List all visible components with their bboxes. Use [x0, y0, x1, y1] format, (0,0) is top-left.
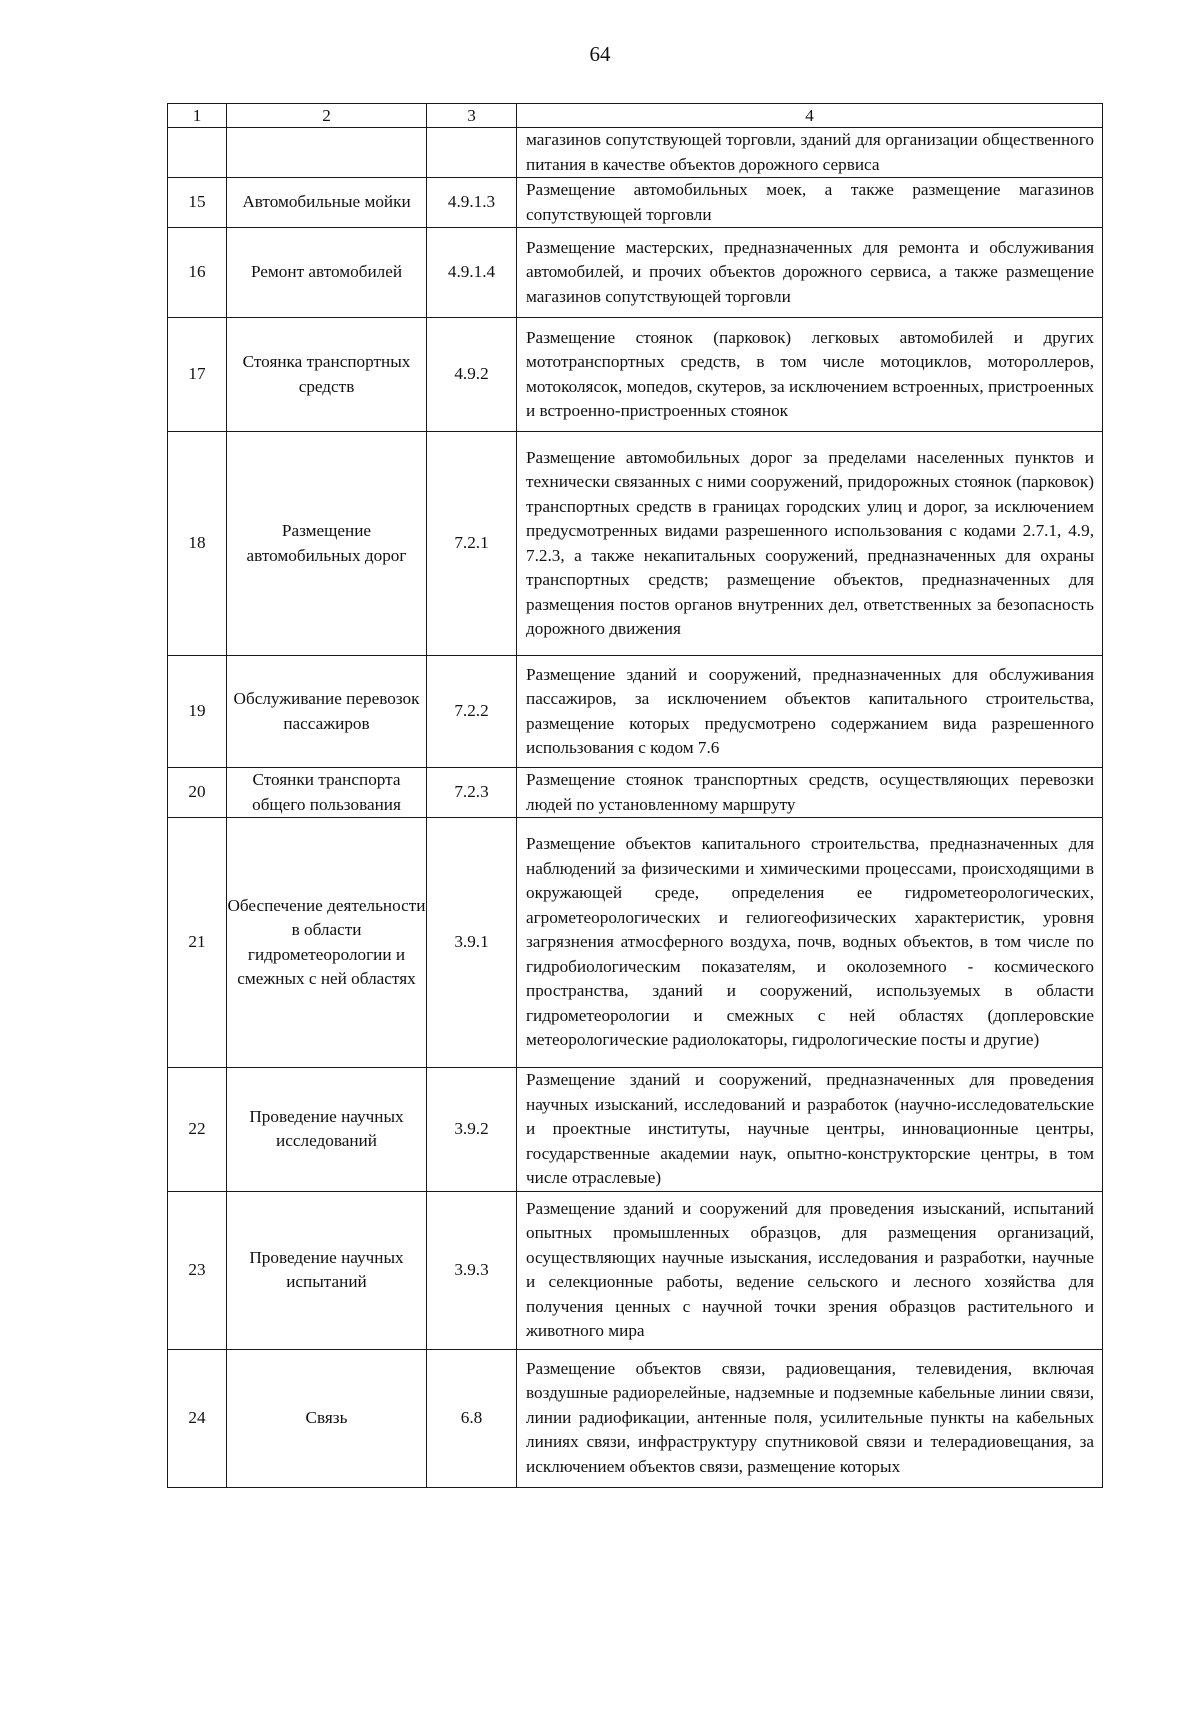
row-description: Размещение объектов связи, радиовещания, телевидения, включая воздушные радиорелейные, надземные и подземные кабельные линии связи, линии радиофикации, антенные поля, усилительные пункты на кабельных линиях связи, инфраструктуру спутниковой связи и телерадиовещания, за исключением объектов связи, размещение которых — [517, 1349, 1103, 1487]
row-number: 19 — [168, 656, 227, 768]
header-col-3: 3 — [427, 104, 517, 128]
row-number: 21 — [168, 818, 227, 1068]
row-number: 20 — [168, 768, 227, 818]
row-description: Размещение стоянок транспортных средств, осуществляющих перевозки людей по установленному маршруту — [517, 768, 1103, 818]
row-code — [427, 128, 517, 178]
row-name: Связь — [227, 1349, 427, 1487]
row-number: 23 — [168, 1191, 227, 1349]
table-row — [168, 1068, 1103, 1192]
row-name: Проведение научных исследований — [227, 1068, 427, 1192]
table-body — [168, 128, 1103, 1488]
table-row — [168, 818, 1103, 1068]
row-description: Размещение объектов капитального строительства, предназначенных для наблюдений за физическими и химическими процессами, происходящими в окружающей среде, определения ее гидрометеорологических, агрометеорологических и гелиогеофизических характеристик, уровня загрязнения атмосферного воздуха, почв, водных объектов, в том числе по гидробиологическим показателям, и околоземного - космического пространства, зданий и сооружений, используемых в области гидрометеорологии и смежных с ней областях (доплеровские метеорологические радиолокаторы, гидрологические посты и другие) — [517, 818, 1103, 1068]
row-number: 18 — [168, 432, 227, 656]
row-code: 3.9.3 — [427, 1191, 517, 1349]
row-name — [227, 128, 427, 178]
table-row — [168, 656, 1103, 768]
row-name: Автомобильные мойки — [227, 178, 427, 228]
row-code: 4.9.1.4 — [427, 228, 517, 318]
page-number: 64 — [589, 42, 611, 66]
row-description: Размещение автомобильных дорог за пределами населенных пунктов и технически связанных с ними сооружений, придорожных стоянок (парковок) транспортных средств в границах городских улиц и дорог, за исключением предусмотренных видами разрешенного использования с кодами 2.7.1, 4.9, 7.2.3, а также некапитальных сооружений, предназначенных для охраны транспортных средств; размещение объектов, предназначенных для размещения постов органов внутренних дел, ответственных за безопасность дорожного движения — [517, 432, 1103, 656]
row-description: Размещение стоянок (парковок) легковых автомобилей и других мототранспортных средств, в том числе мотоциклов, мотороллеров, мотоколясок, мопедов, скутеров, за исключением встроенных, пристроенных и встроенно-пристроенных стоянок — [517, 318, 1103, 432]
row-number: 24 — [168, 1349, 227, 1487]
row-description: Размещение зданий и сооружений, предназначенных для обслуживания пассажиров, за исключением объектов капитального строительства, размещение которых предусмотрено содержанием вида разрешенного использования с кодом 7.6 — [517, 656, 1103, 768]
row-name: Обеспечение деятельности в области гидрометеорологии и смежных с ней областях — [227, 818, 427, 1068]
row-description: Размещение автомобильных моек, а также размещение магазинов сопутствующей торговли — [517, 178, 1103, 228]
row-name: Стоянки транспорта общего пользования — [227, 768, 427, 818]
row-number: 16 — [168, 228, 227, 318]
row-code: 3.9.2 — [427, 1068, 517, 1192]
row-code: 4.9.1.3 — [427, 178, 517, 228]
row-description: Размещение зданий и сооружений для проведения изысканий, испытаний опытных промышленных образцов, для размещения организаций, осуществляющих научные изыскания, исследования и разработки, научные и селекционные работы, ведение сельского и лесного хозяйства для получения ценных с научной точки зрения образцов растительного и животного мира — [517, 1191, 1103, 1349]
header-col-1: 1 — [168, 104, 227, 128]
row-description: Размещение мастерских, предназначенных для ремонта и обслуживания автомобилей, и прочих объектов дорожного сервиса, а также размещение магазинов сопутствующей торговли — [517, 228, 1103, 318]
row-code: 7.2.2 — [427, 656, 517, 768]
row-name: Ремонт автомобилей — [227, 228, 427, 318]
row-number: 17 — [168, 318, 227, 432]
row-number: 15 — [168, 178, 227, 228]
row-code: 4.9.2 — [427, 318, 517, 432]
header-col-2: 2 — [227, 104, 427, 128]
table-row — [168, 128, 1103, 178]
table-row — [168, 318, 1103, 432]
land-use-table — [167, 103, 1103, 1488]
row-code: 6.8 — [427, 1349, 517, 1487]
table-row — [168, 432, 1103, 656]
row-name: Проведение научных испытаний — [227, 1191, 427, 1349]
table-row — [168, 1349, 1103, 1487]
row-code: 3.9.1 — [427, 818, 517, 1068]
table-row — [168, 228, 1103, 318]
table-row — [168, 768, 1103, 818]
table-row — [168, 178, 1103, 228]
row-name: Обслуживание перевозок пассажиров — [227, 656, 427, 768]
row-name: Размещение автомобильных дорог — [227, 432, 427, 656]
header-col-4: 4 — [517, 104, 1103, 128]
row-code: 7.2.3 — [427, 768, 517, 818]
row-description: магазинов сопутствующей торговли, зданий для организации общественного питания в качестве объектов дорожного сервиса — [517, 128, 1103, 178]
row-number — [168, 128, 227, 178]
row-name: Стоянка транспортных средств — [227, 318, 427, 432]
row-number: 22 — [168, 1068, 227, 1192]
row-description: Размещение зданий и сооружений, предназначенных для проведения научных изысканий, исследований и разработок (научно-исследовательские и проектные институты, научные центры, инновационные центры, государственные академии наук, опытно-конструкторские центры, в том числе отраслевые) — [517, 1068, 1103, 1192]
table-row — [168, 1191, 1103, 1349]
row-code: 7.2.1 — [427, 432, 517, 656]
table-header-row — [168, 104, 1103, 128]
